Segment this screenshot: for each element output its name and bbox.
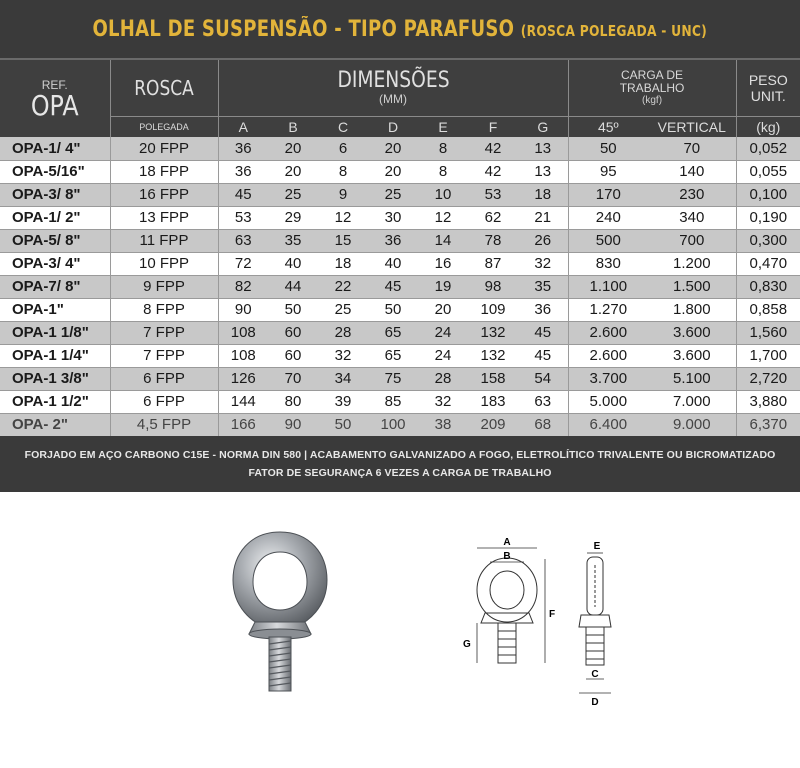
header-carga-vertical: VERTICAL [648,116,736,137]
table-row [0,137,800,160]
cell-b: 60 [268,344,318,367]
diagram-label-a: A [503,537,511,548]
cell-d: 85 [368,390,418,413]
cell-peso: 0,858 [736,298,800,321]
table-row [0,321,800,344]
cell-b: 44 [268,275,318,298]
cell-e: 32 [418,390,468,413]
cell-g: 21 [518,206,568,229]
header-dimensoes-unit: (MM) [379,91,407,106]
cell-g: 45 [518,344,568,367]
header-carga-unit: (kgf) [642,95,663,107]
cell-cv: 70 [648,137,736,160]
cell-a: 53 [218,206,268,229]
table-row [0,390,800,413]
cell-f: 158 [468,367,518,390]
cell-ref: OPA-7/ 8" [0,275,110,298]
cell-f: 209 [468,413,518,436]
diagram-label-b: B [503,551,511,562]
header-ref-small: REF. [41,77,68,92]
header-carga-45: 45º [568,116,648,137]
cell-ref: OPA-1" [0,298,110,321]
spec-table-body [0,137,800,436]
cell-peso: 3,880 [736,390,800,413]
cell-d: 25 [368,183,418,206]
cell-c45: 6.400 [568,413,648,436]
footer-line-2: FATOR DE SEGURANÇA 6 VEZES A CARGA DE TRABALHO [248,467,552,479]
cell-ref: OPA-1 1/4" [0,344,110,367]
cell-f: 62 [468,206,518,229]
cell-rosca: 9 FPP [110,275,218,298]
header-peso-line1: PESO [748,71,788,88]
table-row [0,367,800,390]
cell-e: 16 [418,252,468,275]
cell-g: 13 [518,160,568,183]
header-peso [736,60,800,116]
header-dim-b: B [268,116,318,137]
cell-d: 75 [368,367,418,390]
cell-g: 68 [518,413,568,436]
cell-a: 36 [218,160,268,183]
dimension-drawing [445,535,645,710]
header-ref [0,60,110,137]
cell-g: 63 [518,390,568,413]
header-carga-line2: TRABALHO [619,81,685,96]
cell-peso: 0,100 [736,183,800,206]
table-row [0,229,800,252]
header-peso-unit: (kg) [736,116,800,137]
header-dimensoes [218,60,568,116]
cell-c: 39 [318,390,368,413]
header-peso-line2: UNIT. [750,87,786,104]
cell-cv: 3.600 [648,344,736,367]
cell-b: 20 [268,137,318,160]
cell-peso: 0,830 [736,275,800,298]
cell-c: 9 [318,183,368,206]
cell-peso: 1,560 [736,321,800,344]
footer-notes [0,436,800,492]
table-row [0,206,800,229]
footer-line-1: FORJADO EM AÇO CARBONO C15E - NORMA DIN 580 | ACABAMENTO GALVANIZADO A FOGO, ELETROLÍTICO TRIVALENTE OU BICROMATIZADO [24,449,776,461]
diagram-label-d: D [591,697,599,708]
table-row [0,252,800,275]
eye-bolt-image [215,522,345,702]
cell-c: 50 [318,413,368,436]
cell-a: 108 [218,344,268,367]
cell-rosca: 20 FPP [110,137,218,160]
cell-c: 25 [318,298,368,321]
spec-table-wrap [0,60,800,437]
cell-c: 22 [318,275,368,298]
cell-peso: 0,052 [736,137,800,160]
cell-b: 90 [268,413,318,436]
cell-g: 36 [518,298,568,321]
cell-e: 28 [418,367,468,390]
cell-c45: 830 [568,252,648,275]
header-carga-line1: CARGA DE [621,68,684,83]
cell-f: 98 [468,275,518,298]
cell-peso: 0,190 [736,206,800,229]
header-rosca-text: ROSCA [134,75,194,100]
table-row [0,344,800,367]
cell-c45: 240 [568,206,648,229]
cell-b: 35 [268,229,318,252]
cell-cv: 1.800 [648,298,736,321]
header-rosca [110,60,218,116]
cell-g: 54 [518,367,568,390]
product-photo [215,522,345,702]
cell-peso: 0,055 [736,160,800,183]
cell-c: 15 [318,229,368,252]
cell-c: 12 [318,206,368,229]
cell-c: 6 [318,137,368,160]
cell-g: 32 [518,252,568,275]
cell-cv: 700 [648,229,736,252]
header-rosca-sub: POLEGADA [110,116,218,137]
cell-ref: OPA- 2" [0,413,110,436]
cell-f: 183 [468,390,518,413]
cell-f: 87 [468,252,518,275]
cell-c45: 2.600 [568,321,648,344]
cell-b: 20 [268,160,318,183]
cell-f: 132 [468,344,518,367]
cell-e: 14 [418,229,468,252]
cell-d: 50 [368,298,418,321]
cell-c45: 500 [568,229,648,252]
cell-a: 72 [218,252,268,275]
cell-c45: 95 [568,160,648,183]
header-dim-e: E [418,116,468,137]
cell-rosca: 8 FPP [110,298,218,321]
diagram-label-g: G [463,639,471,650]
title-bar [0,0,800,60]
cell-d: 36 [368,229,418,252]
cell-rosca: 6 FPP [110,367,218,390]
cell-c: 32 [318,344,368,367]
cell-ref: OPA-1 1/2" [0,390,110,413]
cell-a: 63 [218,229,268,252]
cell-c: 18 [318,252,368,275]
cell-b: 40 [268,252,318,275]
cell-g: 26 [518,229,568,252]
header-dim-a: A [218,116,268,137]
cell-f: 42 [468,160,518,183]
cell-ref: OPA-1/ 4" [0,137,110,160]
table-row [0,298,800,321]
cell-a: 108 [218,321,268,344]
cell-peso: 6,370 [736,413,800,436]
cell-cv: 340 [648,206,736,229]
cell-a: 90 [218,298,268,321]
cell-cv: 1.200 [648,252,736,275]
cell-d: 20 [368,160,418,183]
cell-c: 34 [318,367,368,390]
cell-d: 65 [368,321,418,344]
cell-a: 82 [218,275,268,298]
technical-diagram [445,535,645,710]
cell-c45: 5.000 [568,390,648,413]
header-dimensoes-text: DIMENSÕES [336,67,450,93]
diagram-label-e: E [593,541,601,552]
table-row [0,183,800,206]
cell-ref: OPA-1 1/8" [0,321,110,344]
cell-d: 40 [368,252,418,275]
header-dim-c: C [318,116,368,137]
cell-cv: 9.000 [648,413,736,436]
table-row [0,413,800,436]
cell-rosca: 7 FPP [110,321,218,344]
cell-rosca: 18 FPP [110,160,218,183]
cell-ref: OPA-5/16" [0,160,110,183]
cell-e: 8 [418,137,468,160]
cell-b: 25 [268,183,318,206]
cell-b: 70 [268,367,318,390]
cell-g: 13 [518,137,568,160]
spec-table [0,60,800,437]
cell-c45: 1.100 [568,275,648,298]
cell-c: 28 [318,321,368,344]
cell-ref: OPA-3/ 8" [0,183,110,206]
cell-rosca: 13 FPP [110,206,218,229]
cell-c45: 3.700 [568,367,648,390]
cell-cv: 3.600 [648,321,736,344]
cell-cv: 140 [648,160,736,183]
cell-c: 8 [318,160,368,183]
cell-a: 36 [218,137,268,160]
cell-e: 8 [418,160,468,183]
header-dim-d: D [368,116,418,137]
title-sub-text: (ROSCA POLEGADA - UNC) [520,21,708,40]
cell-peso: 0,300 [736,229,800,252]
cell-ref: OPA-3/ 4" [0,252,110,275]
cell-rosca: 11 FPP [110,229,218,252]
cell-b: 29 [268,206,318,229]
cell-c45: 2.600 [568,344,648,367]
header-dim-f: F [468,116,518,137]
cell-d: 30 [368,206,418,229]
cell-f: 132 [468,321,518,344]
cell-e: 24 [418,344,468,367]
cell-rosca: 7 FPP [110,344,218,367]
cell-g: 35 [518,275,568,298]
cell-d: 20 [368,137,418,160]
cell-ref: OPA-1/ 2" [0,206,110,229]
cell-cv: 1.500 [648,275,736,298]
cell-rosca: 10 FPP [110,252,218,275]
cell-d: 45 [368,275,418,298]
page-title [93,17,708,42]
header-carga [568,60,736,116]
cell-c45: 1.270 [568,298,648,321]
cell-b: 60 [268,321,318,344]
cell-e: 20 [418,298,468,321]
cell-f: 109 [468,298,518,321]
cell-c45: 50 [568,137,648,160]
cell-f: 78 [468,229,518,252]
cell-cv: 230 [648,183,736,206]
cell-c45: 170 [568,183,648,206]
cell-d: 65 [368,344,418,367]
cell-a: 126 [218,367,268,390]
cell-cv: 7.000 [648,390,736,413]
cell-a: 166 [218,413,268,436]
cell-e: 12 [418,206,468,229]
cell-ref: OPA-5/ 8" [0,229,110,252]
cell-f: 42 [468,137,518,160]
cell-g: 18 [518,183,568,206]
table-row [0,275,800,298]
cell-e: 24 [418,321,468,344]
title-main-text: OLHAL DE SUSPENSÃO - TIPO PARAFUSO [92,16,515,42]
header-dim-g: G [518,116,568,137]
cell-f: 53 [468,183,518,206]
diagram-label-c: C [591,669,599,680]
header-row-1 [0,60,800,116]
cell-cv: 5.100 [648,367,736,390]
cell-e: 38 [418,413,468,436]
cell-rosca: 16 FPP [110,183,218,206]
cell-a: 45 [218,183,268,206]
cell-b: 80 [268,390,318,413]
cell-g: 45 [518,321,568,344]
cell-a: 144 [218,390,268,413]
header-row-2 [0,116,800,137]
cell-rosca: 6 FPP [110,390,218,413]
cell-e: 10 [418,183,468,206]
header-ref-big: OPA [30,88,79,122]
cell-rosca: 4,5 FPP [110,413,218,436]
diagram-label-f: F [549,609,556,620]
cell-b: 50 [268,298,318,321]
cell-ref: OPA-1 3/8" [0,367,110,390]
cell-d: 100 [368,413,418,436]
cell-peso: 2,720 [736,367,800,390]
cell-peso: 0,470 [736,252,800,275]
table-row [0,160,800,183]
cell-peso: 1,700 [736,344,800,367]
cell-e: 19 [418,275,468,298]
